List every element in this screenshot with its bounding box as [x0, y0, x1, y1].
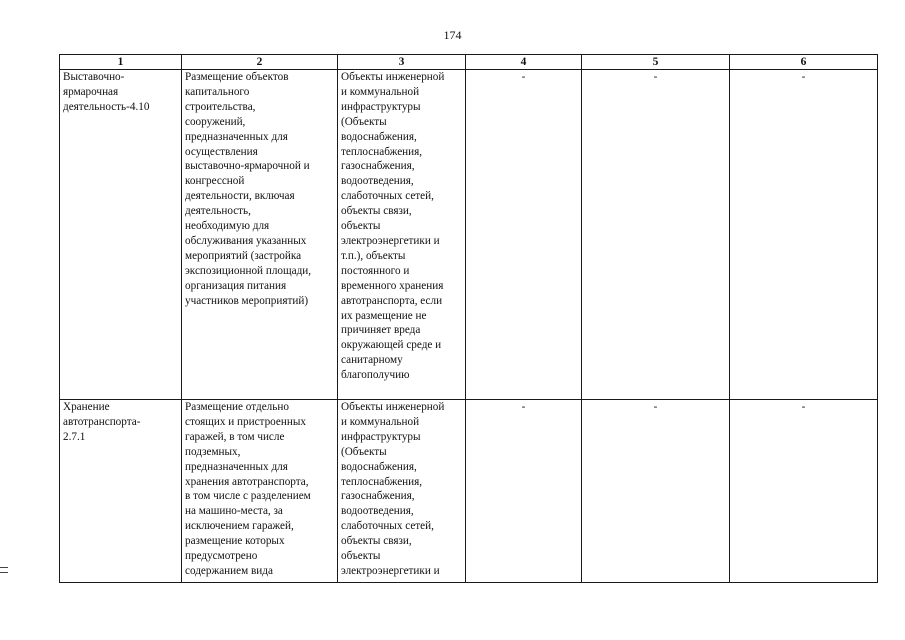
column-header-3: 3: [338, 55, 466, 70]
infrastructure-text: Объекты инженерной и коммунальной инфраструктуры (Объекты водоснабжения, теплоснабжения, газоснабжения, водоотведения, слаботочных сетей, объекты связи, объекты электроэнергетики и: [341, 401, 445, 577]
column-6-cell: -: [730, 400, 878, 583]
column-6-cell: -: [730, 70, 878, 400]
column-header-2: 2: [182, 55, 338, 70]
column-5-cell: -: [582, 70, 730, 400]
infrastructure-text: Объекты инженерной и коммунальной инфраструктуры (Объекты водоснабжения, теплоснабжения, газоснабжения, водоотведения, слаботочных сетей, объекты связи, объекты электроэнергетики и т.п.), объекты постоянного и временного хранения автотранспорта, если их размещение не причиняет вреда окружающей среде и санитарному благополучию: [341, 71, 445, 382]
table-row: [60, 400, 878, 583]
column-4-cell: -: [466, 400, 582, 583]
description-cell: [182, 70, 338, 400]
description-text: Размещение объектов капитального строительства, сооружений, предназначенных для осуществления выставочно-ярмарочной и конгрессной деятельности, включая деятельность, необходимую для обслуживания указанных мероприятий (застройка экспозиционной площади, организация питания участников мероприятий): [185, 71, 312, 307]
table-header-row: [60, 55, 878, 70]
column-header-4: 4: [466, 55, 582, 70]
land-use-type-text: Хранение автотранспорта- 2.7.1: [63, 401, 141, 443]
column-header-6: 6: [730, 55, 878, 70]
land-use-type-text: Выставочно- ярмарочная деятельность-4.10: [63, 71, 150, 113]
land-use-type-cell: [60, 400, 182, 583]
margin-mark: [0, 567, 8, 573]
column-header-1: 1: [60, 55, 182, 70]
description-cell: [182, 400, 338, 583]
infrastructure-cell: [338, 70, 466, 400]
land-use-type-cell: [60, 70, 182, 400]
column-5-cell: -: [582, 400, 730, 583]
column-header-5: 5: [582, 55, 730, 70]
description-text: Размещение отдельно стоящих и пристроенных гаражей, в том числе подземных, предназначенных для хранения автотранспорта, в том числе с разделением на машино-места, за исключением гаражей, размещение которых предусмотрено содержанием вида: [185, 401, 311, 577]
land-use-table: [59, 54, 878, 583]
page-number: 174: [443, 28, 462, 42]
table-row: [60, 70, 878, 400]
infrastructure-cell: [338, 400, 466, 583]
column-4-cell: -: [466, 70, 582, 400]
